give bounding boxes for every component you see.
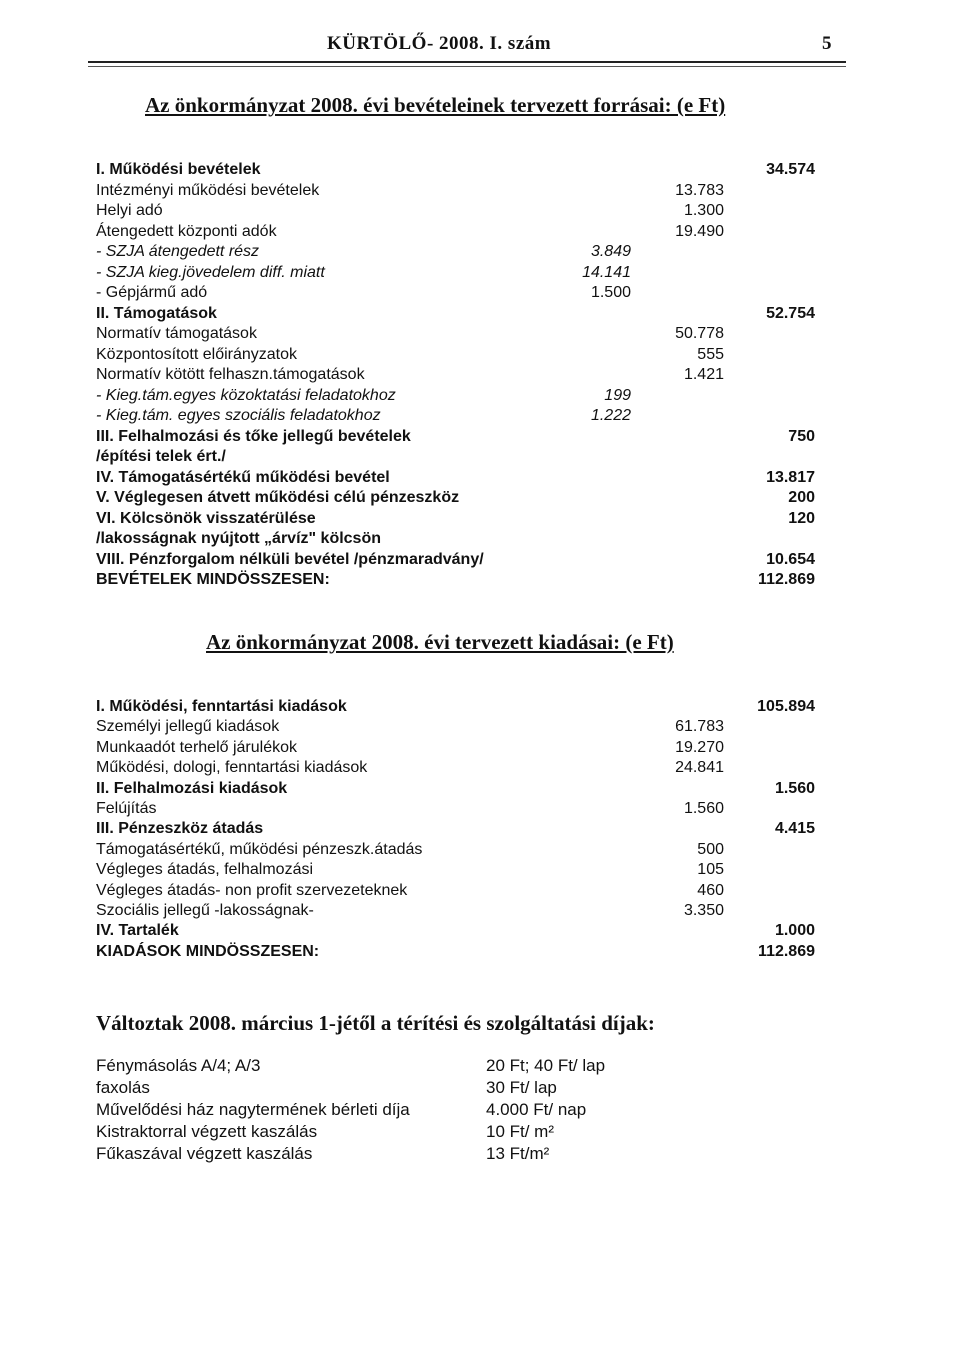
expense-row-label: Támogatásértékű, működési pénzeszk.átadás — [96, 840, 423, 858]
expense-row — [0, 942, 960, 962]
revenue-item-value: 13.783 — [675, 181, 724, 199]
expense-item-value: 24.841 — [675, 759, 724, 777]
expense-row — [0, 779, 960, 799]
revenue-section-total: 120 — [788, 509, 815, 527]
revenue-row — [0, 427, 960, 447]
revenue-row-label: Intézményi működési bevételek — [96, 181, 320, 199]
expense-section-total: 105.894 — [757, 698, 815, 715]
revenue-section-total: 13.817 — [766, 468, 815, 486]
revenue-item-value: 555 — [697, 345, 724, 363]
expense-row-label: Munkaadót terhelő járulékok — [96, 738, 298, 756]
revenue-subitem-value: 1.500 — [590, 284, 631, 301]
revenue-row-label: VIII. Pénzforgalom nélküli bevétel /pénzmaradvány/ — [96, 550, 484, 568]
fee-price: 20 Ft; 40 Ft/ lap — [486, 1056, 606, 1075]
expense-item-value: 61.783 — [675, 718, 724, 736]
revenue-row-label: - SZJA átengedett rész — [96, 243, 260, 260]
expense-item-value: 1.560 — [683, 800, 724, 817]
revenue-row — [0, 488, 960, 508]
revenue-row-label: - Kieg.tám. egyes szociális feladatokhoz — [96, 407, 381, 424]
expense-item-value: 105 — [697, 861, 724, 879]
revenue-row-label: III. Felhalmozási és tőke jellegű bevételek — [96, 427, 411, 445]
revenue-row — [0, 283, 960, 303]
expense-section-total: 112.869 — [758, 942, 815, 960]
header-rule-thin — [88, 66, 846, 67]
expense-row-label: II. Felhalmozási kiadások — [96, 779, 288, 797]
revenue-subitem-value: 199 — [604, 386, 631, 404]
revenue-row — [0, 550, 960, 570]
fee-row — [0, 1099, 960, 1121]
expense-row-label: Végleges átadás- non profit szervezeteknek — [96, 881, 408, 899]
revenue-row-label: - Kieg.tám.egyes közoktatási feladatokhoz — [96, 386, 396, 404]
expense-row — [0, 799, 960, 819]
expense-section-total: 1.000 — [774, 922, 815, 940]
revenue-row-label: Központosított előirányzatok — [96, 345, 298, 363]
expense-item-value: 3.350 — [683, 902, 724, 919]
revenue-row-label: II. Támogatások — [96, 304, 217, 322]
revenue-section-total: 34.574 — [766, 161, 815, 178]
revenue-row-label: IV. Támogatásértékű működési bevétel — [96, 468, 390, 486]
revenue-item-value: 50.778 — [675, 325, 724, 342]
revenue-section-total: 750 — [788, 427, 815, 445]
revenue-row — [0, 201, 960, 221]
expenses-title: Az önkormányzat 2008. évi tervezett kiadásai: (e Ft) — [206, 630, 674, 654]
expense-section-total: 4.415 — [774, 820, 815, 838]
header-rule — [88, 61, 846, 63]
revenue-row — [0, 468, 960, 488]
revenue-row — [0, 345, 960, 365]
revenue-section-total: 10.654 — [766, 550, 815, 568]
revenue-row-label: Normatív kötött felhaszn.támogatások — [96, 366, 365, 383]
page-header — [0, 33, 960, 63]
revenue-row-label: V. Véglegesen átvett működési célú pénzeszköz — [96, 489, 460, 506]
revenue-row — [0, 304, 960, 324]
expense-row-label: Működési, dologi, fenntartási kiadások — [96, 759, 368, 777]
fee-row — [0, 1121, 960, 1143]
revenue-row-label: I. Működési bevételek — [96, 161, 261, 178]
revenue-row — [0, 242, 960, 262]
revenue-row-label: - Gépjármű adó — [96, 284, 208, 301]
revenue-item-value: 1.300 — [683, 202, 724, 219]
newsletter-title: KÜRTÖLŐ- 2008. I. szám — [327, 33, 552, 54]
fee-row — [0, 1143, 960, 1165]
expense-row — [0, 717, 960, 737]
revenue-subitem-value: 3.849 — [590, 243, 631, 260]
revenue-row — [0, 181, 960, 201]
expense-row-label: Felújítás — [96, 800, 157, 817]
fee-price: 10 Ft/ m² — [486, 1122, 555, 1141]
expense-row — [0, 901, 960, 921]
revenue-row — [0, 324, 960, 344]
page-number: 5 — [822, 33, 832, 54]
fee-service-label: Fűkaszával végzett kaszálás — [96, 1144, 313, 1163]
fee-service-label: faxolás — [96, 1078, 150, 1097]
expense-item-value: 500 — [697, 840, 724, 858]
expense-row-label: Személyi jellegű kiadások — [96, 718, 280, 736]
revenue-row — [0, 365, 960, 385]
fee-price: 30 Ft/ lap — [486, 1078, 557, 1097]
expense-row — [0, 860, 960, 880]
revenue-row-label: - SZJA kieg.jövedelem diff. miatt — [96, 263, 325, 281]
revenue-row — [0, 406, 960, 426]
revenue-row — [0, 386, 960, 406]
revenue-row — [0, 263, 960, 283]
revenue-row — [0, 509, 960, 529]
fee-price: 13 Ft/m² — [486, 1144, 550, 1163]
expense-item-value: 19.270 — [675, 738, 724, 756]
expense-row — [0, 738, 960, 758]
revenue-row-label: BEVÉTELEK MINDÖSSZESEN: — [96, 571, 330, 588]
fee-price: 4.000 Ft/ nap — [486, 1100, 587, 1119]
revenue-item-value: 1.421 — [683, 366, 724, 383]
revenue-row-label: Helyi adó — [96, 202, 163, 219]
revenue-row — [0, 447, 960, 467]
revenue-row — [0, 222, 960, 242]
expense-row-label: KIADÁSOK MINDÖSSZESEN: — [96, 942, 320, 960]
expense-row-label: III. Pénzeszköz átadás — [96, 820, 264, 838]
expense-row-label: Szociális jellegű -lakosságnak- — [96, 902, 314, 919]
fee-row — [0, 1077, 960, 1099]
expense-row — [0, 819, 960, 839]
expense-item-value: 460 — [697, 881, 724, 899]
fee-service-label: Kistraktorral végzett kaszálás — [96, 1122, 318, 1141]
revenue-row — [0, 529, 960, 549]
fee-service-label: Művelődési ház nagytermének bérleti díja — [96, 1100, 410, 1119]
expense-row — [0, 921, 960, 941]
fees-title: Változtak 2008. március 1-jétől a térítési és szolgáltatási díjak: — [96, 1011, 655, 1035]
expense-row — [0, 840, 960, 860]
revenue-section-total: 200 — [788, 489, 815, 506]
revenue-row-label: Normatív támogatások — [96, 325, 257, 342]
revenue-section-total: 52.754 — [766, 304, 815, 322]
revenue-item-value: 19.490 — [675, 222, 724, 240]
expense-row — [0, 697, 960, 717]
revenue-section-total: 112.869 — [758, 571, 815, 588]
expense-row-label: IV. Tartalék — [96, 922, 179, 940]
expense-row-label: I. Működési, fenntartási kiadások — [96, 698, 347, 715]
revenue-subitem-value: 14.141 — [582, 263, 631, 281]
revenue-row — [0, 160, 960, 180]
revenue-row-label: /lakosságnak nyújtott „árvíz" kölcsön — [96, 530, 381, 547]
revenue-row — [0, 570, 960, 590]
revenue-title: Az önkormányzat 2008. évi bevételeinek tervezett forrásai: (e Ft) — [145, 93, 726, 117]
expense-row — [0, 758, 960, 778]
revenue-row-label: /építési telek ért./ — [96, 448, 226, 465]
expense-row-label: Végleges átadás, felhalmozási — [96, 861, 314, 879]
revenue-row-label: VI. Kölcsönök visszatérülése — [96, 509, 316, 527]
expense-section-total: 1.560 — [774, 779, 815, 797]
expense-row — [0, 881, 960, 901]
fee-row — [0, 1055, 960, 1077]
revenue-row-label: Átengedett központi adók — [96, 222, 277, 240]
fee-service-label: Fénymásolás A/4; A/3 — [96, 1056, 261, 1075]
revenue-subitem-value: 1.222 — [590, 407, 631, 424]
